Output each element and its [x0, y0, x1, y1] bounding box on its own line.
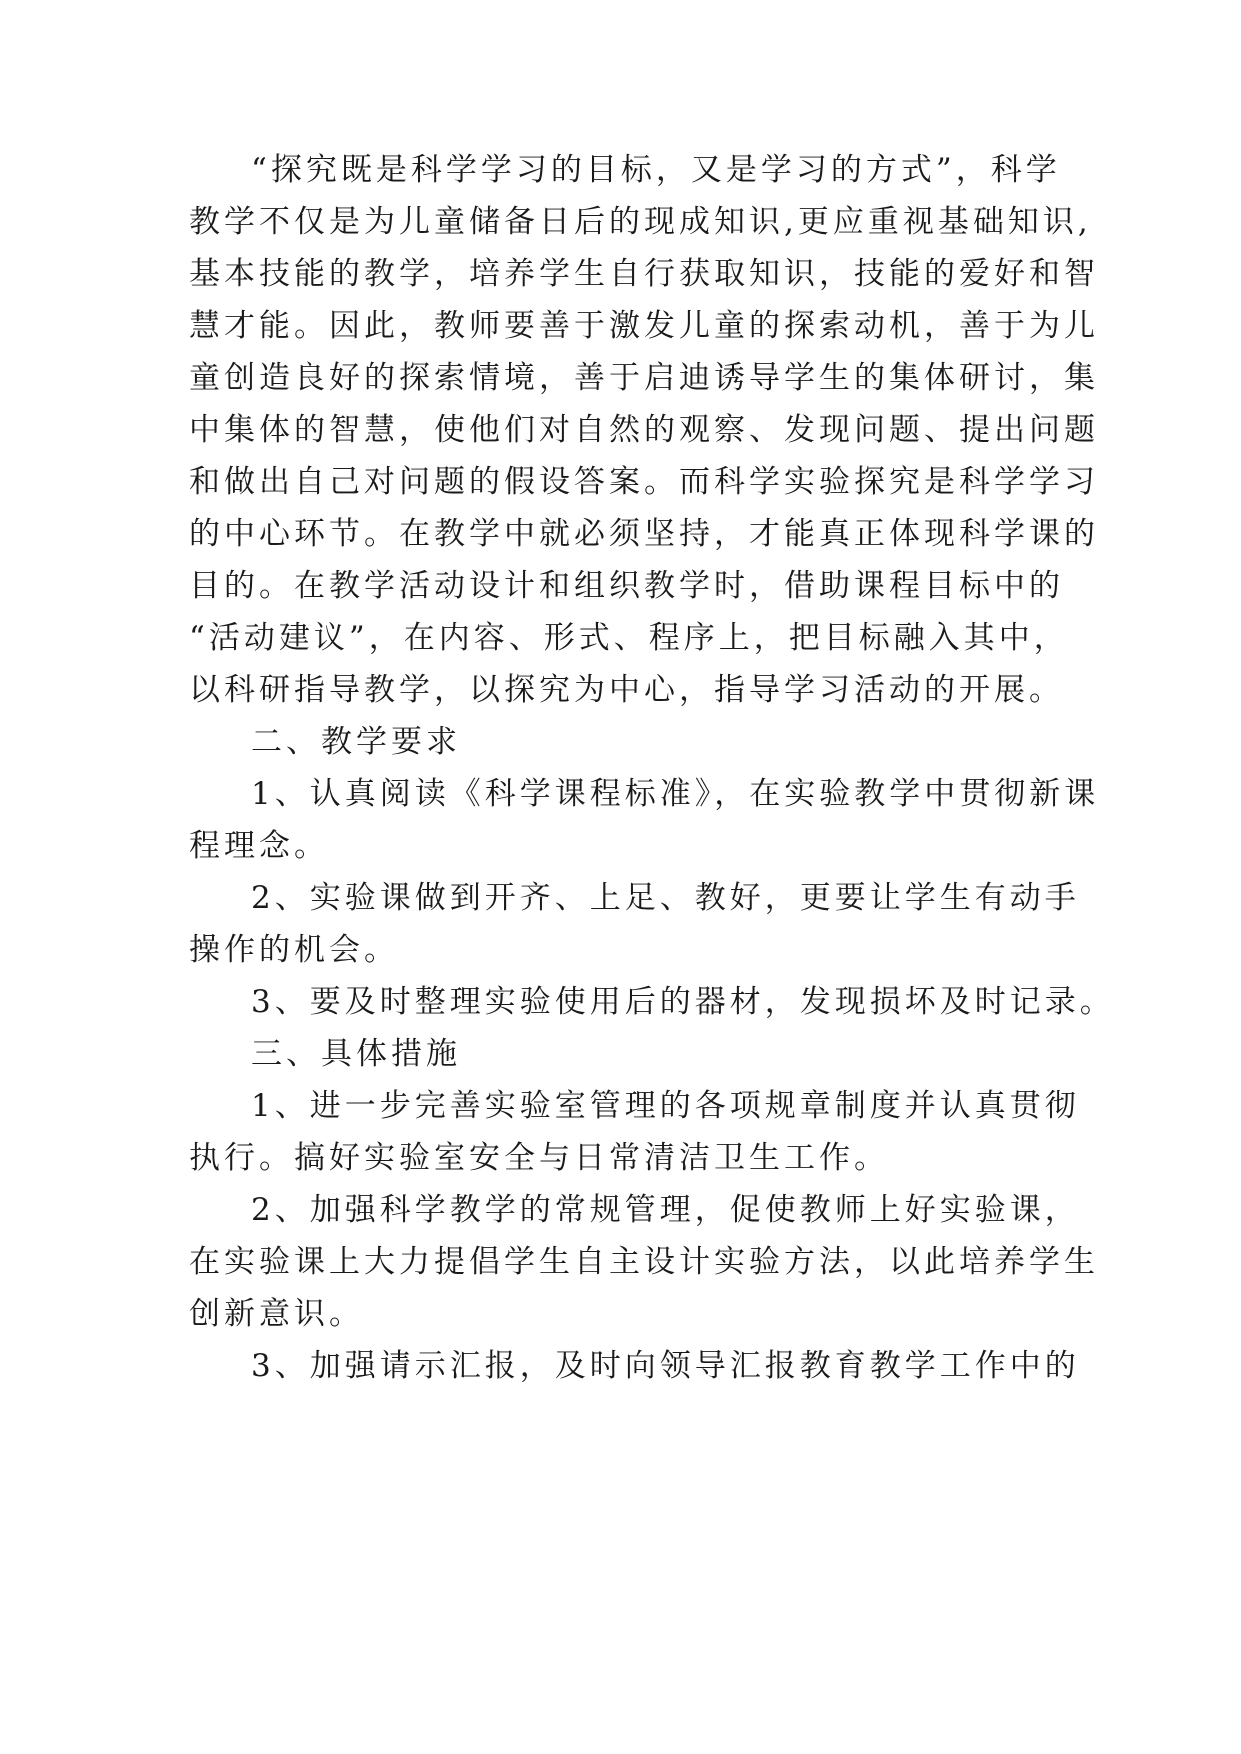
paragraph-line: “活动建议”，在内容、形式、程序上，把目标融入其中， [189, 620, 1069, 656]
list-item-continuation: 操作的机会。 [189, 932, 399, 968]
list-item: 1、认真阅读《科学课程标准》，在实验教学中贯彻新课 [251, 776, 1100, 812]
paragraph-line: 慧才能。因此，教师要善于激发儿童的探索动机，善于为儿 [189, 308, 1099, 344]
list-item: 2、加强科学教学的常规管理，促使教师上好实验课， [251, 1192, 1080, 1228]
paragraph-line: 教学不仅是为儿童储备日后的现成知识,更应重视基础知识, [189, 204, 1092, 240]
paragraph-line: 目的。在教学活动设计和组织教学时，借助课程目标中的 [189, 568, 1064, 604]
section-heading: 二、教学要求 [251, 724, 461, 760]
list-item-continuation: 执行。搞好实验室安全与日常清洁卫生工作。 [189, 1140, 889, 1176]
list-item: 3、加强请示汇报，及时向领导汇报教育教学工作中的 [251, 1348, 1080, 1384]
paragraph-line: 中集体的智慧，使他们对自然的观察、发现问题、提出问题 [189, 412, 1099, 448]
list-item-continuation: 创新意识。 [189, 1296, 364, 1332]
list-item-continuation: 程理念。 [189, 828, 329, 864]
list-item: 2、实验课做到开齐、上足、教好，更要让学生有动手 [251, 880, 1080, 916]
paragraph-line: 以科研指导教学，以探究为中心，指导学习活动的开展。 [189, 672, 1064, 708]
paragraph-line: “探究既是科学学习的目标，又是学习的方式”，科学 [251, 152, 1061, 188]
list-item: 1、进一步完善实验室管理的各项规章制度并认真贯彻 [251, 1088, 1080, 1124]
list-item-continuation: 在实验课上大力提倡学生自主设计实验方法，以此培养学生 [189, 1244, 1099, 1280]
paragraph-line: 童创造良好的探索情境，善于启迪诱导学生的集体研讨，集 [189, 360, 1099, 396]
paragraph-line: 的中心环节。在教学中就必须坚持，才能真正体现科学课的 [189, 516, 1099, 552]
paragraph-line: 和做出自己对问题的假设答案。而科学实验探究是科学学习 [189, 464, 1099, 500]
paragraph-line: 基本技能的教学，培养学生自行获取知识，技能的爱好和智 [189, 256, 1099, 292]
list-item: 3、要及时整理实验使用后的器材，发现损坏及时记录。 [251, 984, 1115, 1020]
section-heading: 三、具体措施 [251, 1036, 461, 1072]
